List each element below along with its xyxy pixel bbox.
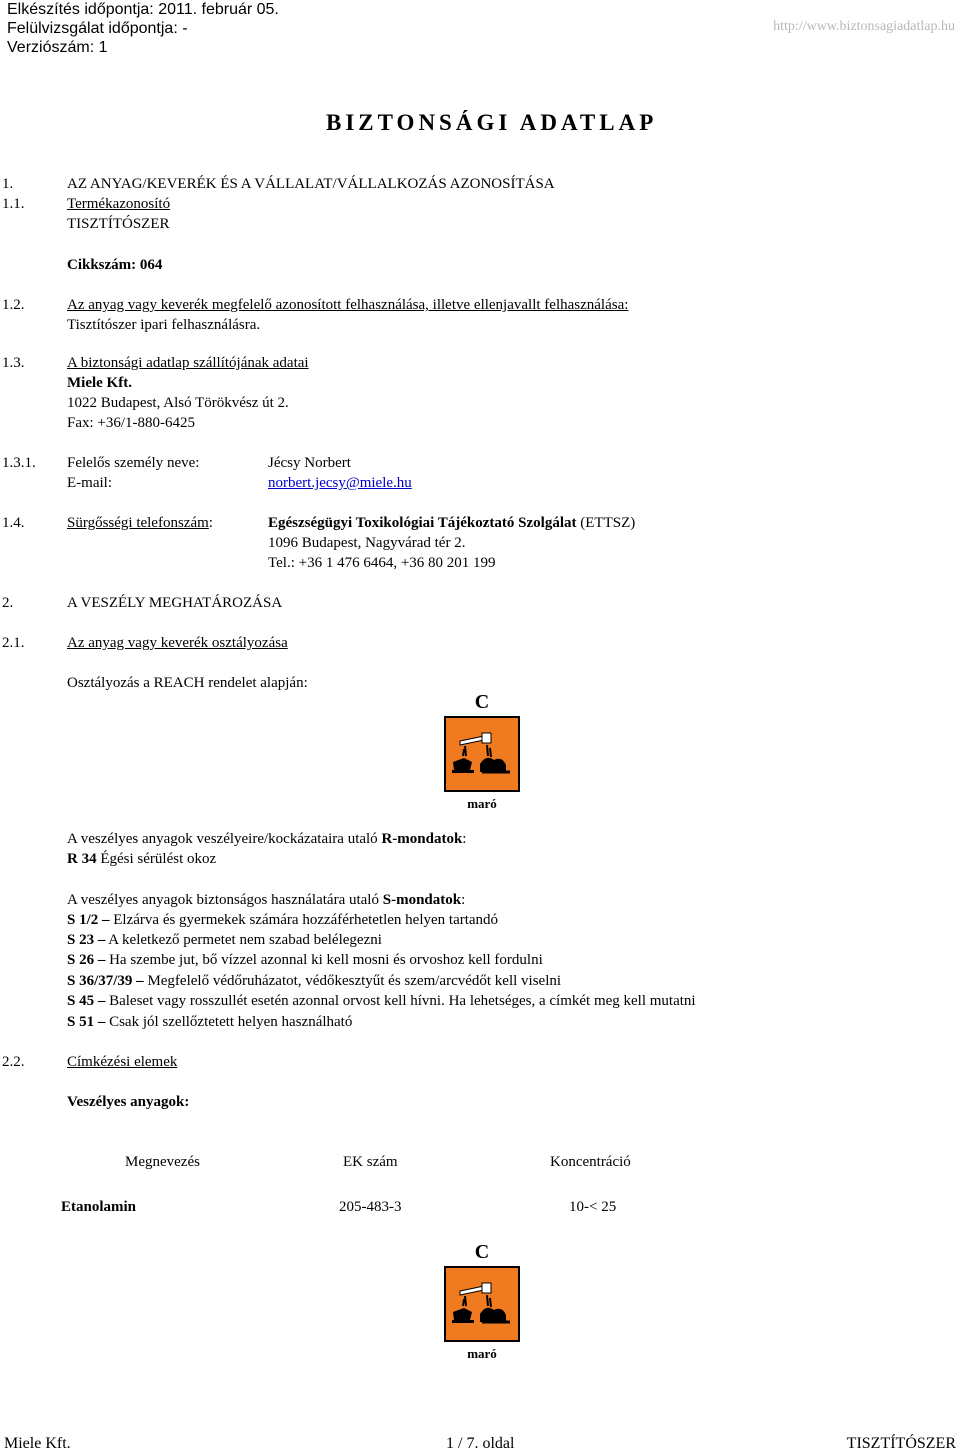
r-phrase-code: R 34 xyxy=(67,851,97,867)
pictogram-letter: C xyxy=(474,1241,490,1263)
corrosive-pictogram-substance xyxy=(442,1240,522,1362)
pictogram-label: maró xyxy=(467,1346,497,1361)
section-2-1-title: Az anyag vagy keverék osztályozása xyxy=(67,635,288,651)
section-1-2-title: Az anyag vagy keverék megfelelő azonosított felhasználása, illetve ellenjavallt felhasználása: xyxy=(67,297,629,313)
product-name: TISZTÍTÓSZER xyxy=(67,216,170,232)
s-phrase-text: A keletkező permetet nem szabad belélegezni xyxy=(108,932,382,948)
section-2-2-title: Címkézési elemek xyxy=(67,1054,178,1070)
version: Verziószám: 1 xyxy=(7,39,108,56)
s-intro-b: S-mondatok xyxy=(382,892,462,908)
company-fax: Fax: +36/1-880-6425 xyxy=(67,415,196,431)
ettsz-abbr: (ETTSZ) xyxy=(580,515,636,531)
corrosive-icon xyxy=(442,1240,522,1362)
s-phrase-row xyxy=(67,1013,352,1032)
table-header-name: Megnevezés xyxy=(125,1154,200,1170)
emergency-phone-label-colon: : xyxy=(208,515,213,531)
section-1-number: 1. xyxy=(2,176,14,192)
s-phrase-row xyxy=(67,911,498,930)
s-phrase-code: S 23 – xyxy=(67,932,106,948)
footer-page-number: 1 / 7. oldal xyxy=(446,1435,515,1452)
section-1-3-title: A biztonsági adatlap szállítójának adatai xyxy=(67,355,309,371)
responsible-label: Felelős személy neve: xyxy=(67,455,200,471)
r-intro-a: A veszélyes anyagok veszélyeire/kockázataira utaló xyxy=(67,831,382,847)
company-name: Miele Kft. xyxy=(67,375,132,391)
section-2-2-number: 2.2. xyxy=(2,1054,25,1070)
r-phrase-row xyxy=(67,850,216,869)
footer-product: TISZTÍTÓSZER xyxy=(846,1435,956,1452)
r-intro-c: : xyxy=(462,831,467,847)
s-phrase-code: S 51 – xyxy=(67,1014,106,1030)
email-link[interactable]: norbert.jecsy@miele.hu xyxy=(268,475,412,491)
r-phrases-intro xyxy=(67,830,466,849)
document-title: BIZTONSÁGI ADATLAP xyxy=(326,110,658,135)
section-1-4-number: 1.4. xyxy=(2,515,25,531)
pictogram-letter: C xyxy=(474,691,490,713)
r-phrase-text: Égési sérülést okoz xyxy=(100,851,217,867)
section-1-2-text: Tisztítószer ipari felhasználásra. xyxy=(67,317,261,333)
s-phrase-text: Megfelelő védőruházatot, védőkesztyűt és szem/arcvédőt kell viselni xyxy=(147,973,562,989)
section-1-title: AZ ANYAG/KEVERÉK ÉS A VÁLLALAT/VÁLLALKOZÁS AZONOSÍTÁSA xyxy=(67,176,555,192)
responsible-name: Jécsy Norbert xyxy=(268,455,351,471)
article-number: Cikkszám: 064 xyxy=(67,257,163,273)
s-phrase-code: S 45 – xyxy=(67,993,106,1009)
section-2-1-number: 2.1. xyxy=(2,635,25,651)
s-phrase-code: S 36/37/39 – xyxy=(67,973,144,989)
emergency-phone-label-text: Sürgősségi telefonszám xyxy=(67,515,209,531)
s-phrase-row xyxy=(67,992,696,1011)
corrosive-pictogram xyxy=(442,690,522,812)
reach-classification: Osztályozás a REACH rendelet alapján: xyxy=(67,675,308,691)
s-phrase-row xyxy=(67,931,382,950)
s-phrase-code: S 26 – xyxy=(67,952,106,968)
s-phrase-text: Baleset vagy rosszullét esetén azonnal orvost kell hívni. Ha lehetséges, a címkét meg kell mutatni xyxy=(109,993,696,1009)
table-cell-concentration: 10-< 25 xyxy=(569,1199,617,1215)
s-phrase-code: S 1/2 – xyxy=(67,912,110,928)
footer-company: Miele Kft. xyxy=(4,1435,71,1452)
created-date: Elkészítés időpontja: 2011. február 05. xyxy=(7,1,279,18)
section-1-1-number: 1.1. xyxy=(2,196,25,212)
section-1-3-number: 1.3. xyxy=(2,355,25,371)
s-phrase-text: Csak jól szellőztetett helyen használható xyxy=(109,1014,353,1030)
s-phrase-text: Elzárva és gyermekek számára hozzáférhetetlen helyen tartandó xyxy=(113,912,499,928)
section-1-1-title: Termékazonosító xyxy=(67,196,171,212)
company-address: 1022 Budapest, Alsó Törökvész út 2. xyxy=(67,395,289,411)
section-2-title: A VESZÉLY MEGHATÁROZÁSA xyxy=(67,595,283,611)
s-phrase-text: Ha szembe jut, bő vízzel azonnal ki kell mosni és orvoshoz kell fordulni xyxy=(109,952,543,968)
review-date: Felülvizsgálat időpontja: - xyxy=(7,20,188,37)
ettsz-phone: Tel.: +36 1 476 6464, +36 80 201 199 xyxy=(268,555,496,571)
s-intro-a: A veszélyes anyagok biztonságos használatára utaló xyxy=(67,892,383,908)
pictogram-label: maró xyxy=(467,796,497,811)
table-header-ec: EK szám xyxy=(343,1154,398,1170)
ettsz-name xyxy=(268,514,635,533)
email-label: E-mail: xyxy=(67,475,112,491)
table-cell-substance: Etanolamin xyxy=(61,1199,137,1215)
header-url-link[interactable]: http://www.biztonsagiadatlap.hu xyxy=(773,19,955,34)
table-cell-ec: 205-483-3 xyxy=(339,1199,402,1215)
s-phrase-row xyxy=(67,951,543,970)
s-intro-c: : xyxy=(461,892,466,908)
section-2-number: 2. xyxy=(2,595,14,611)
emergency-phone-label xyxy=(67,514,213,533)
ettsz-address: 1096 Budapest, Nagyvárad tér 2. xyxy=(268,535,466,551)
s-phrases-intro xyxy=(67,891,465,910)
section-1-3-1-number: 1.3.1. xyxy=(2,455,36,471)
s-phrase-row xyxy=(67,972,561,991)
table-header-concentration: Koncentráció xyxy=(550,1154,631,1170)
corrosive-icon xyxy=(442,690,522,812)
hazardous-substances-label: Veszélyes anyagok: xyxy=(67,1094,190,1110)
ettsz-name-bold: Egészségügyi Toxikológiai Tájékoztató Szolgálat xyxy=(268,515,577,531)
section-1-2-number: 1.2. xyxy=(2,297,25,313)
r-intro-b: R-mondatok xyxy=(381,831,463,847)
